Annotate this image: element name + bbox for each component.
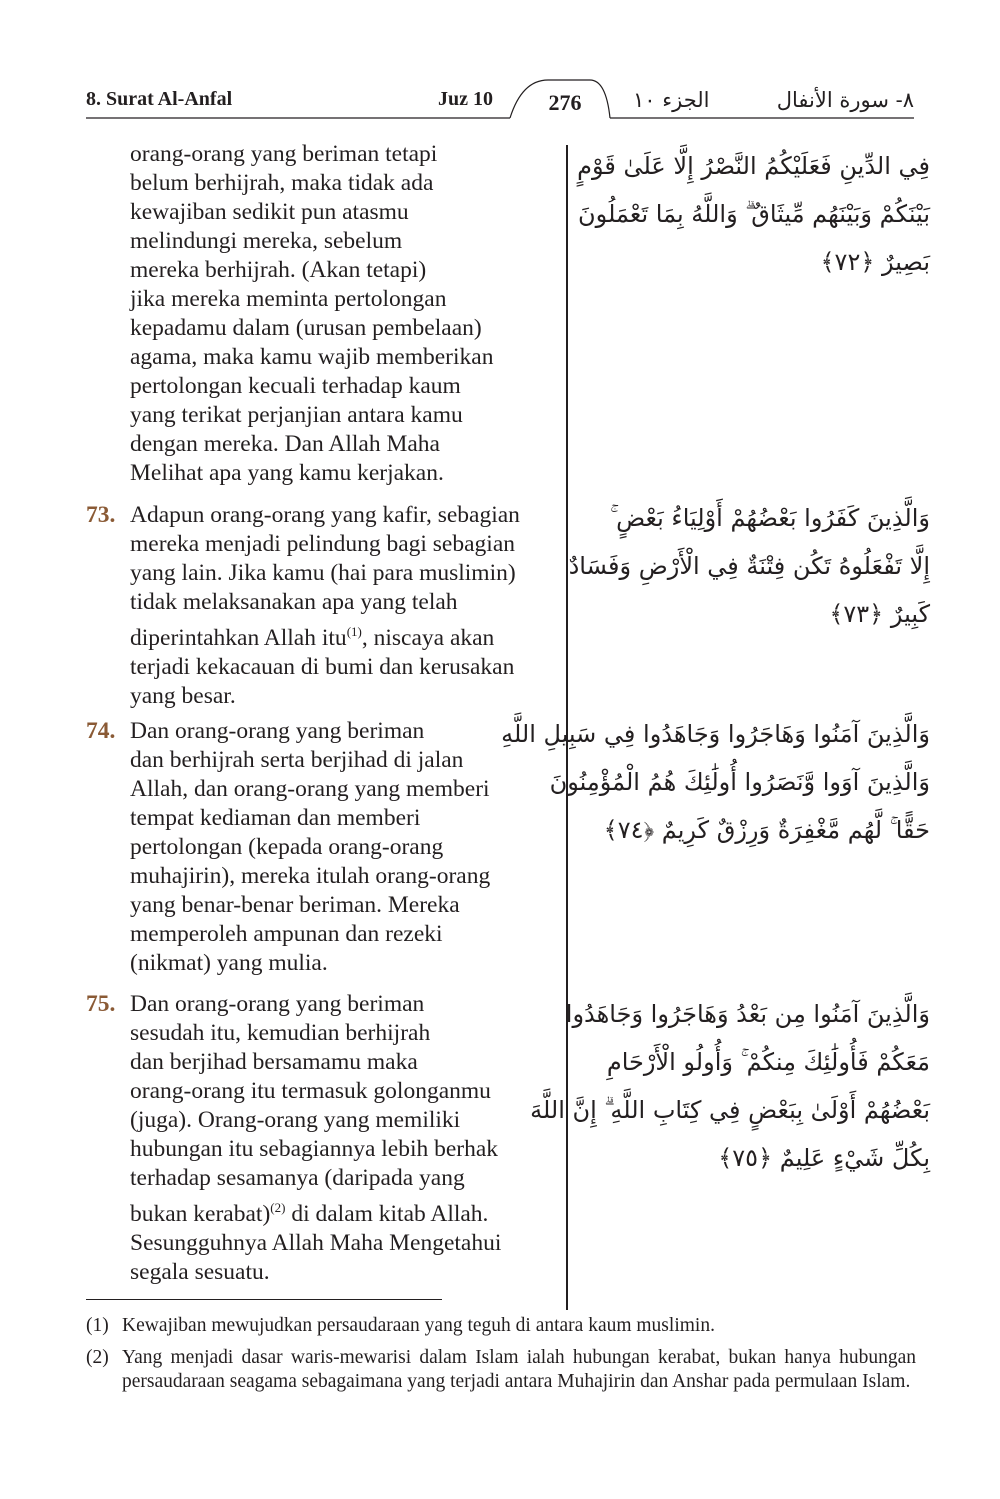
arabic-line: وَالَّذِينَ آمَنُوا مِن بَعْدُ وَهَاجَرُوا وَجَاهَدُوا (565, 1000, 930, 1028)
arabic-line: بَصِيرٌ ﴿٧٢﴾ (820, 248, 930, 276)
page-header (0, 0, 1000, 130)
verse-translation-text: Dan orang-orang yang beriman sesudah itu, kemudian berhijrah dan berjihad bersamamu maka orang-orang itu termasuk golonganmu (juga). Orang-orang yang memiliki hubungan itu sebagiannya lebih berhak terhadap sesamanya (daripada yang bukan kerabat)$^{(2)}$ di dalam kitab Allah. Sesungguhnya Allah Maha Mengetahui segala sesuatu. (130, 991, 502, 1285)
arabic-line: إِلَّا تَفْعَلُوهُ تَكُن فِتْنَةٌ فِي الْأَرْضِ وَفَسَادٌ (568, 552, 930, 580)
footnote-text: Yang menjadi dasar waris-mewarisi dalam Islam ialah hubungan kerabat, bukan hanya hubungan persaudaraan seagama sebagaimana yang terjadi antara Muhajirin dan Anshar pada permulaan Islam. (122, 1347, 916, 1392)
juz-label-arabic: الجزء ١٠ (633, 88, 710, 112)
verse-73-translation (86, 501, 546, 711)
footnote-mark: (1) (86, 1315, 109, 1336)
verse-number: 75. (86, 991, 116, 1017)
arabic-line: فِي الدِّينِ فَعَلَيْكُمُ النَّصْرُ إِلَّا عَلَىٰ قَوْمٍ (577, 152, 930, 180)
arabic-line: مَعَكُمْ فَأُولَٰئِكَ مِنكُمْ ۚ وَأُولُو الْأَرْحَامِ (606, 1048, 930, 1076)
footnote-ref-2: (2) (270, 1200, 286, 1215)
verse-75-translation (86, 990, 546, 1287)
verse-73-arabic (568, 494, 930, 638)
arabic-line: وَالَّذِينَ آوَوا وَّنَصَرُوا أُولَٰئِكَ هُمُ الْمُؤْمِنُونَ (549, 768, 930, 796)
footnote-1 (86, 1314, 916, 1338)
verse-74-translation (86, 717, 546, 978)
surah-title-latin: 8. Surat Al-Anfal (86, 88, 233, 110)
verse-number: 73. (86, 502, 116, 528)
footnote-2 (86, 1346, 916, 1394)
footnote-text: Kewajiban mewujudkan persaudaraan yang teguh di antara kaum muslimin. (122, 1315, 715, 1336)
verse-74-arabic (501, 710, 930, 854)
arabic-line: كَبِيرٌ ﴿٧٣﴾ (829, 600, 930, 628)
footnote-mark: (2) (86, 1347, 109, 1368)
verse-translation-text: Adapun orang-orang yang kafir, sebagian mereka menjadi pelindung bagi sebagian yang lain. Jika kamu (hai para muslimin) tidak melaksanakan apa yang telah diperintahkan Allah itu$^{(1)}$, niscaya akan terjadi kekacauan di bumi dan kerusakan yang besar. (130, 502, 520, 709)
verse-number: 74. (86, 718, 116, 744)
verse-translation-text: Dan orang-orang yang beriman dan berhijrah serta berjihad di jalan Allah, dan orang-orang yang memberi tempat kediaman dan memberi pertolongan (kepada orang-orang muhajirin), mereka itulah orang-orang yang benar-benar beriman. Mereka memperoleh ampunan dan rezeki (nikmat) yang mulia. (130, 718, 491, 976)
footnote-ref-1: (1) (346, 624, 362, 639)
arabic-line: وَالَّذِينَ كَفَرُوا بَعْضُهُمْ أَوْلِيَاءُ بَعْضٍ ۚ (610, 504, 930, 532)
page-number: 276 (548, 90, 582, 115)
arabic-line: حَقًّا ۚ لَّهُم مَّغْفِرَةٌ وَرِزْقٌ كَرِيمٌ ﴿٧٤﴾ (603, 816, 930, 844)
footnote-divider (86, 1299, 442, 1300)
juz-label-latin: Juz 10 (438, 88, 493, 110)
arabic-line: بَعْضُهُمْ أَوْلَىٰ بِبَعْضٍ فِي كِتَابِ اللَّهِ ۗ إِنَّ اللَّهَ (530, 1096, 930, 1124)
verse-72-arabic (577, 142, 930, 286)
surah-title-arabic: ٨- سورة الأنفال (776, 88, 914, 112)
verse-75-arabic (530, 990, 930, 1182)
arabic-line: وَالَّذِينَ آمَنُوا وَهَاجَرُوا وَجَاهَدُوا فِي سَبِيلِ اللَّهِ (501, 720, 930, 748)
verse-translation-text: orang-orang yang beriman tetapi belum berhijrah, maka tidak ada kewajiban sedikit pun atasmu melindungi mereka, sebelum mereka berhijrah. (Akan tetapi) jika mereka meminta pertolongan kepadamu dalam (urusan pembelaan) agama, maka kamu wajib memberikan pertolongan kecuali terhadap kaum yang terikat perjanjian antara kamu dengan mereka. Dan Allah Maha Melihat apa yang kamu kerjakan. (130, 141, 494, 486)
arabic-line: بِكُلِّ شَيْءٍ عَلِيمٌ ﴿٧٥﴾ (718, 1144, 930, 1172)
verse-72-translation (86, 140, 546, 488)
arabic-line: بَيْنَكُمْ وَبَيْنَهُم مِّيثَاقٌ ۗ وَاللَّهُ بِمَا تَعْمَلُونَ (578, 200, 930, 228)
